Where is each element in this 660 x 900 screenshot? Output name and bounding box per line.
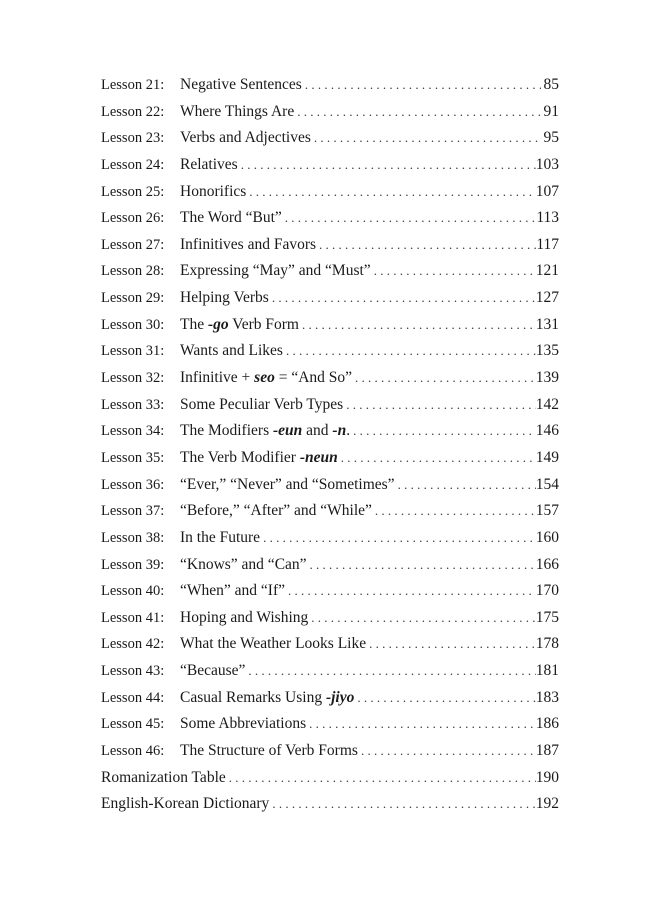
toc-entry-lesson-41[interactable] <box>101 605 559 632</box>
lesson-title: “Because” <box>180 662 246 680</box>
page-number: 127 <box>535 289 559 307</box>
title-text: = “And So” <box>274 369 353 387</box>
toc-entry-lesson-44[interactable] <box>101 685 559 712</box>
lesson-number: Lesson 43: <box>101 663 165 680</box>
toc-entry-lesson-24[interactable] <box>101 152 559 179</box>
dot-leader <box>372 498 536 525</box>
lesson-title: What the Weather Looks Like <box>180 635 367 653</box>
page-number: 117 <box>536 235 559 253</box>
lesson-number: Lesson 41: <box>101 609 165 626</box>
toc-entry-lesson-40[interactable] <box>101 578 559 605</box>
title-text: Verb Form <box>228 315 299 333</box>
lesson-title <box>180 418 350 445</box>
dot-leader <box>308 605 535 632</box>
page-number: 154 <box>535 475 559 493</box>
section-title: English-Korean Dictionary <box>101 795 270 813</box>
lesson-number: Lesson 26: <box>101 210 165 227</box>
dot-leader <box>307 552 536 579</box>
dot-leader <box>245 658 535 685</box>
toc-entry-lesson-42[interactable] <box>101 631 559 658</box>
lesson-title: The Structure of Verb Forms <box>180 742 358 760</box>
page-number: 131 <box>535 315 559 333</box>
title-emphasis: -go <box>207 315 229 333</box>
toc-entry-lesson-31[interactable] <box>101 338 559 365</box>
page-number: 103 <box>535 155 559 173</box>
dot-leader <box>238 152 536 179</box>
dot-leader <box>343 392 536 419</box>
toc-entry-lesson-37[interactable] <box>101 498 559 525</box>
title-emphasis: -neun <box>299 448 338 466</box>
lesson-number: Lesson 38: <box>101 529 165 546</box>
lesson-title: The Word “But” <box>180 209 282 227</box>
page-number: 146 <box>535 422 559 440</box>
toc-entry-romanization-table[interactable] <box>101 765 559 792</box>
page-number: 142 <box>535 395 559 413</box>
lesson-number: Lesson 39: <box>101 556 165 573</box>
dot-leader <box>283 338 536 365</box>
lesson-title: Relatives <box>180 155 238 173</box>
lesson-title <box>180 365 352 392</box>
page-number: 170 <box>535 582 559 600</box>
lesson-number: Lesson 31: <box>101 343 165 360</box>
dot-leader <box>395 472 536 499</box>
lesson-title: Infinitives and Favors <box>180 235 317 253</box>
lesson-title: Honorifics <box>180 182 247 200</box>
lesson-number: Lesson 32: <box>101 370 165 387</box>
page-number: 135 <box>535 342 559 360</box>
lesson-title: Helping Verbs <box>180 289 269 307</box>
title-text: . <box>346 422 351 440</box>
page-number: 91 <box>543 102 559 120</box>
page-number: 121 <box>535 262 559 280</box>
lesson-title <box>180 445 338 472</box>
lesson-title <box>180 312 299 339</box>
lesson-title: “When” and “If” <box>180 582 285 600</box>
page-number: 178 <box>535 635 559 653</box>
dot-leader <box>226 765 536 792</box>
toc-entry-lesson-23[interactable] <box>101 125 559 152</box>
lesson-number: Lesson 35: <box>101 449 165 466</box>
lesson-number: Lesson 23: <box>101 130 165 147</box>
page-number: 95 <box>543 129 559 147</box>
lesson-title: Expressing “May” and “Must” <box>180 262 371 280</box>
dot-leader <box>269 791 535 818</box>
toc-entry-lesson-21[interactable] <box>101 72 559 99</box>
lesson-title: “Before,” “After” and “While” <box>180 502 372 520</box>
toc-entry-lesson-46[interactable] <box>101 738 559 765</box>
toc-entry-lesson-32[interactable] <box>101 365 559 392</box>
lesson-title <box>180 685 354 712</box>
dot-leader <box>316 232 536 259</box>
dot-leader <box>299 312 536 339</box>
page-number: 160 <box>535 528 559 546</box>
dot-leader <box>354 685 535 712</box>
title-text: Infinitive + <box>180 369 255 387</box>
lesson-number: Lesson 21: <box>101 77 165 93</box>
table-of-contents <box>101 72 559 818</box>
toc-entry-lesson-25[interactable] <box>101 179 559 206</box>
title-text: The <box>180 315 208 333</box>
toc-entry-lesson-30[interactable] <box>101 312 559 339</box>
lesson-title: “Ever,” “Never” and “Sometimes” <box>180 475 395 493</box>
page-number: 186 <box>535 715 559 733</box>
dot-leader <box>306 711 536 738</box>
lesson-title: Some Peculiar Verb Types <box>180 395 344 413</box>
lesson-number: Lesson 40: <box>101 583 165 600</box>
lesson-number: Lesson 45: <box>101 716 165 733</box>
lesson-number: Lesson 28: <box>101 263 165 280</box>
dot-leader <box>269 285 536 312</box>
page-number: 113 <box>536 209 559 227</box>
toc-entry-lesson-36[interactable] <box>101 472 559 499</box>
toc-entry-lesson-43[interactable] <box>101 658 559 685</box>
toc-entry-lesson-22[interactable] <box>101 99 559 126</box>
title-text: and <box>302 422 333 440</box>
toc-entry-lesson-26[interactable] <box>101 205 559 232</box>
dot-leader <box>371 258 536 285</box>
lesson-title: Hoping and Wishing <box>180 608 309 626</box>
page-number: 149 <box>535 448 559 466</box>
lesson-number: Lesson 44: <box>101 689 165 706</box>
toc-entry-lesson-38[interactable] <box>101 525 559 552</box>
title-text: The Modifiers <box>180 422 273 440</box>
lesson-title: Wants and Likes <box>180 342 283 360</box>
toc-entry-lesson-29[interactable] <box>101 285 559 312</box>
lesson-number: Lesson 27: <box>101 236 165 253</box>
lesson-number: Lesson 37: <box>101 503 165 520</box>
toc-entry-lesson-39[interactable] <box>101 552 559 579</box>
dot-leader <box>352 365 536 392</box>
lesson-number: Lesson 33: <box>101 396 165 413</box>
dot-leader <box>285 578 536 605</box>
dot-leader <box>338 445 536 472</box>
title-emphasis: -eun <box>272 422 303 440</box>
dot-leader <box>260 525 536 552</box>
lesson-number: Lesson 34: <box>101 423 165 440</box>
lesson-number: Lesson 30: <box>101 316 165 333</box>
dot-leader <box>366 631 536 658</box>
title-emphasis: -n <box>332 422 347 440</box>
toc-entry-lesson-34[interactable] <box>101 418 559 445</box>
dot-leader <box>282 205 537 232</box>
toc-entry-lesson-35[interactable] <box>101 445 559 472</box>
dot-leader <box>294 99 541 126</box>
toc-entry-lesson-28[interactable] <box>101 258 559 285</box>
lesson-title: Some Abbreviations <box>180 715 307 733</box>
toc-entry-lesson-33[interactable] <box>101 392 559 419</box>
page-number: 139 <box>535 369 559 387</box>
lesson-number: Lesson 25: <box>101 183 165 200</box>
dot-leader <box>358 738 536 765</box>
lesson-title: Where Things Are <box>180 102 295 120</box>
lesson-title: In the Future <box>180 528 261 546</box>
lesson-number: Lesson 42: <box>101 636 165 653</box>
lesson-number: Lesson 36: <box>101 476 165 493</box>
page-number: 166 <box>535 555 559 573</box>
lesson-number: Lesson 24: <box>101 156 165 173</box>
title-emphasis: seo <box>254 369 275 387</box>
lesson-number: Lesson 46: <box>101 743 165 760</box>
toc-entry-lesson-27[interactable] <box>101 232 559 259</box>
title-text: The Verb Modifier <box>180 448 300 466</box>
lesson-title: Verbs and Adjectives <box>180 129 311 147</box>
page-number: 183 <box>535 688 559 706</box>
title-emphasis: -jiyo <box>325 688 355 706</box>
toc-entry-english-korean-dictionary[interactable] <box>101 791 559 818</box>
page-number: 107 <box>535 182 559 200</box>
dot-leader <box>311 125 541 152</box>
lesson-number: Lesson 22: <box>101 103 165 120</box>
lesson-number: Lesson 29: <box>101 290 165 307</box>
page-number: 175 <box>535 608 559 626</box>
toc-entry-lesson-45[interactable] <box>101 711 559 738</box>
title-text: Casual Remarks Using <box>180 688 326 706</box>
lesson-title: Negative Sentences <box>180 76 302 93</box>
lesson-title: “Knows” and “Can” <box>180 555 307 573</box>
page-number: 157 <box>535 502 559 520</box>
dot-leader <box>350 418 536 445</box>
page-number: 85 <box>543 76 559 93</box>
dot-leader <box>302 72 541 99</box>
section-title: Romanization Table <box>101 768 226 786</box>
page-number: 190 <box>535 768 559 786</box>
page-number: 192 <box>535 795 559 813</box>
page-number: 187 <box>535 742 559 760</box>
dot-leader <box>246 179 535 206</box>
page-number: 181 <box>535 662 559 680</box>
